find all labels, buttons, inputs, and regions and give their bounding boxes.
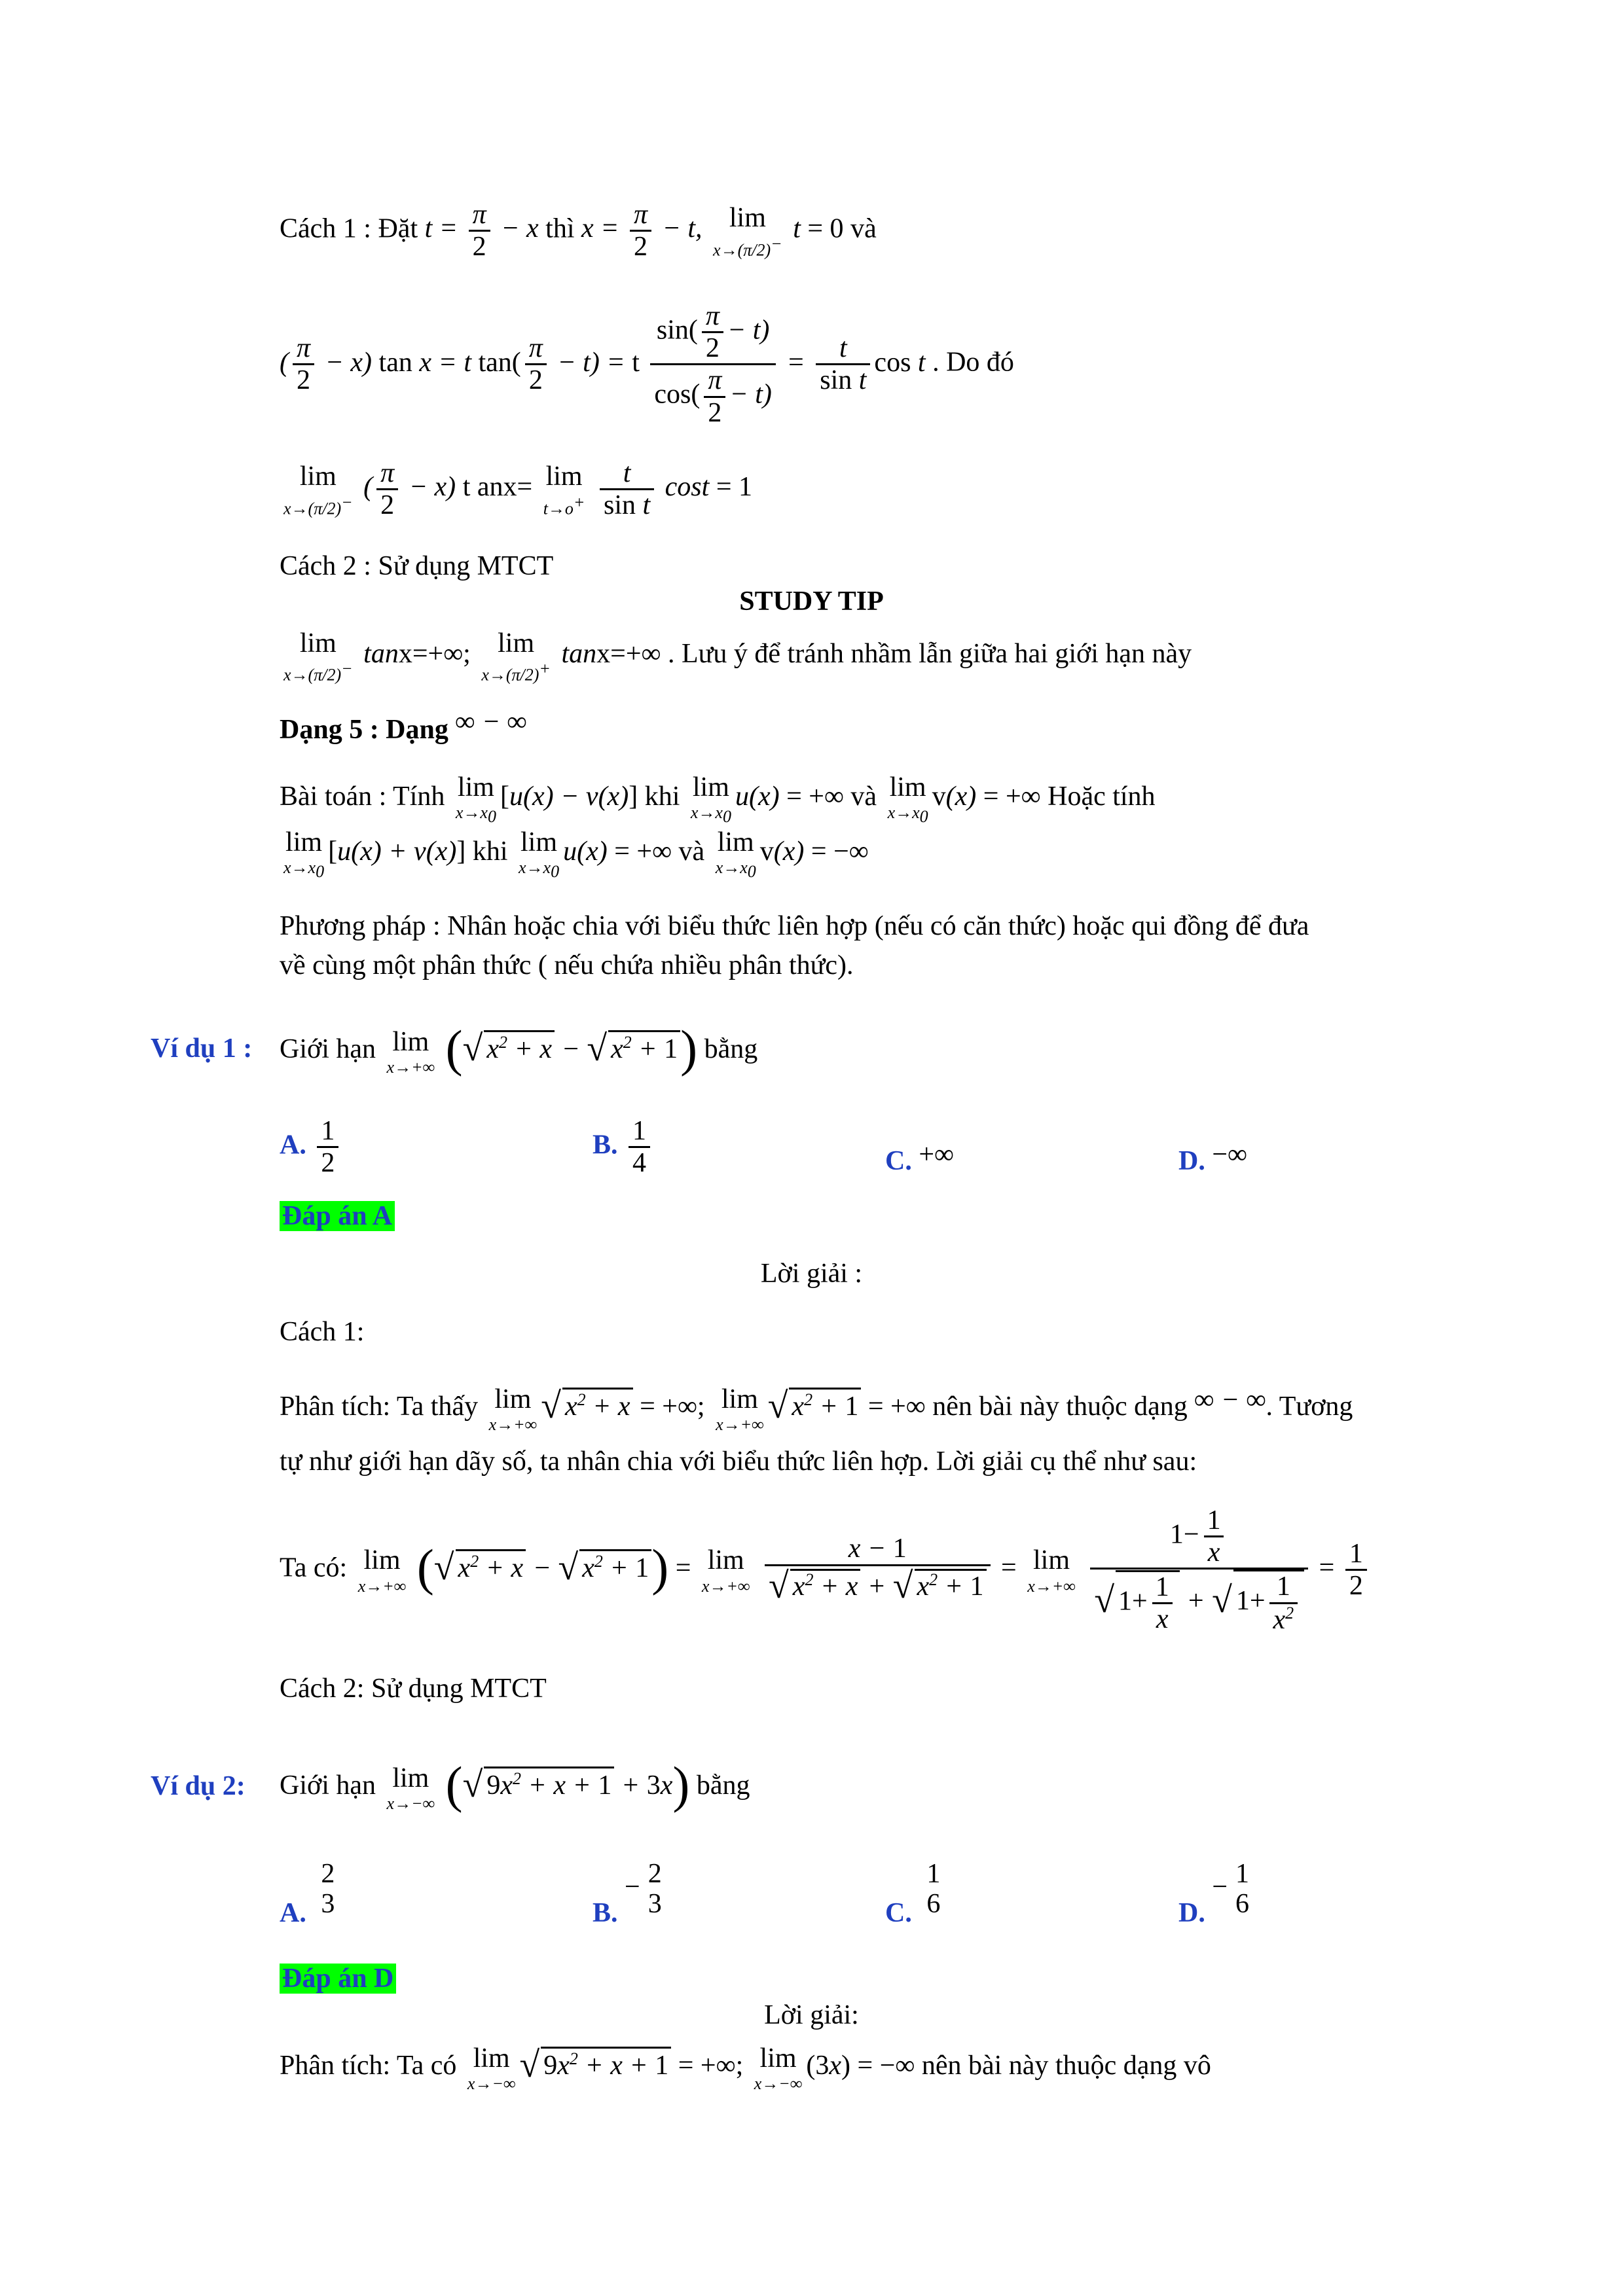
vd2-label: Ví dụ 2: — [151, 1771, 246, 1801]
lim-t-expression: lim x→(π/2)− — [713, 203, 782, 260]
vd1-label: Ví dụ 1 : — [151, 1033, 253, 1064]
study-tip-note: . Lưu ý để tránh nhầm lẫn giữa hai giới hạn này — [667, 638, 1192, 669]
dang5-form: ∞ − ∞ — [455, 707, 527, 737]
vd2-answer: Đáp án D — [280, 1962, 396, 1995]
vd1-option-d[interactable]: D. −∞ — [1178, 1139, 1247, 1176]
dang5-heading: Dạng 5 : Dạng ∞ − ∞ — [280, 707, 527, 745]
bai-toan-line2: lim $x\to x_0$ [u(x) + v(x)] khi lim $x\to x_0$ u(x) = +∞ và lim $x\to x_0$ v(x) = −∞ — [283, 827, 869, 882]
limit-result-line: lim x→(π/2)− ( $\frac{\pi}{2}$ − x) t anx= lim t→o+ $\frac{t}{\text{sin t}}$ cost = 1 — [283, 458, 752, 521]
vd1-option-c[interactable]: C. +∞ — [885, 1139, 954, 1176]
t-definition: t = $\frac{\pi}{2}$ − x — [424, 200, 539, 262]
phuong-phap-line1: Phương pháp : Nhân hoặc chia với biểu thức liên hợp (nếu có căn thức) hoặc qui đồng để đưa — [280, 911, 1309, 941]
vd1-loi-giai: Lời giải : — [760, 1259, 863, 1289]
vd1-solution: Ta có: lim x→+∞ (√ $x^2 + x$ − √ $x^2 + 1$) = lim x→+∞ $\frac{x - 1}{√ x^2 + x + √ x^2 + 1}$ = lim x→+∞ 1− $\frac{1}{x}$ √ 1+ $\frac{1}{x}$ + √ 1+ $\frac{1}{x^2}$ = $\frac{1}{2}$ — [280, 1505, 1371, 1635]
vd2-option-d[interactable]: D. − 1 6 — [1178, 1859, 1250, 1928]
va-word: và — [850, 213, 877, 244]
cach2-first: Cách 2 : Sử dụng MTCT — [280, 551, 554, 581]
vd1-cach2: Cách 2: Sử dụng MTCT — [280, 1674, 547, 1704]
vd1-question: Giới hạn lim x→+∞ (√ $x^2 + x$ − √ $x^2 + 1$) bằng — [280, 1020, 758, 1077]
tan-identity-line: ( $\frac{\pi}{2}$ − x) tan x = t tan( $\frac{\pi}{2}$ − t) = t sin( $\frac{\pi}{2}$ − t) cos( $\frac{\pi}{2}$ − t) = $\frac{t}{\text{sin t}}$ cos t . Do đó — [280, 301, 1014, 428]
vd1-cach1: Cách 1: — [280, 1317, 365, 1347]
vd2-question: Giới hạn lim x→−∞ (√ $9x^2 + x + 1 + 3x$) bằng — [280, 1756, 750, 1814]
vd2-option-a[interactable]: A. 2 3 — [280, 1859, 335, 1928]
sin-cos-fraction: sin( $\frac{\pi}{2}$ − t) cos( $\frac{\pi}{2}$ − t) — [650, 301, 776, 428]
vd1-phan-tich-line2: tự như giới hạn dãy số, ta nhân chia với biểu thức liên hợp. Lời giải cụ thể như sau: — [280, 1446, 1197, 1477]
vd1-option-a[interactable]: A. $\frac{1}{2}$ — [280, 1116, 342, 1178]
vd2-option-b[interactable]: B. − 2 3 — [593, 1859, 662, 1928]
x-definition: x = $\frac{\pi}{2}$ − t, — [581, 200, 702, 262]
study-tip-line: lim x→(π/2)− tanx=+∞; lim x→(π/2)+ tanx=+∞ . Lưu ý để tránh nhầm lẫn giữa hai giới hạn này — [283, 628, 1192, 685]
vd2-loi-giai: Lời giải: — [764, 2000, 859, 2030]
phuong-phap-line2: về cùng một phân thức ( nếu chứa nhiều phân thức). — [280, 950, 854, 980]
study-tip-title: STUDY TIP — [739, 586, 884, 617]
cach1-lead: Cách 1 : Đặt — [280, 213, 418, 244]
vd1-option-b[interactable]: B. $\frac{1}{4}$ — [593, 1116, 654, 1178]
vd2-phan-tich: Phân tích: Ta có lim x→−∞ √ $9x^2 + x + 1$ = +∞; lim x→−∞ (3x) = −∞ nên bài này thuộc dạng vô — [280, 2043, 1211, 2094]
vd1-answer: Đáp án A — [280, 1200, 395, 1232]
vd1-phan-tich-line1: Phân tích: Ta thấy lim x→+∞ √ $x^2 + x$ = +∞; lim x→+∞ √ $x^2 + 1$ = +∞ nên bài này thuộc dạng ∞ − ∞. Tương — [280, 1384, 1353, 1435]
vd2-option-c[interactable]: C. 1 6 — [885, 1859, 941, 1928]
bai-toan-line1: Bài toán : Tính lim $x\to x_0$ [u(x) − v(x)] khi lim $x\to x_0$ u(x) = +∞ và lim $x\to x_0$ v(x) = +∞ Hoặc tính — [280, 772, 1156, 827]
thi-word: thì — [545, 213, 575, 244]
do-do-text: . Do đó — [932, 347, 1014, 378]
cach1-line: Cách 1 : Đặt t = $\frac{\pi}{2}$ − x thì x = $\frac{\pi}{2}$ − t, lim x→(π/2)− t = 0 và — [280, 200, 877, 262]
